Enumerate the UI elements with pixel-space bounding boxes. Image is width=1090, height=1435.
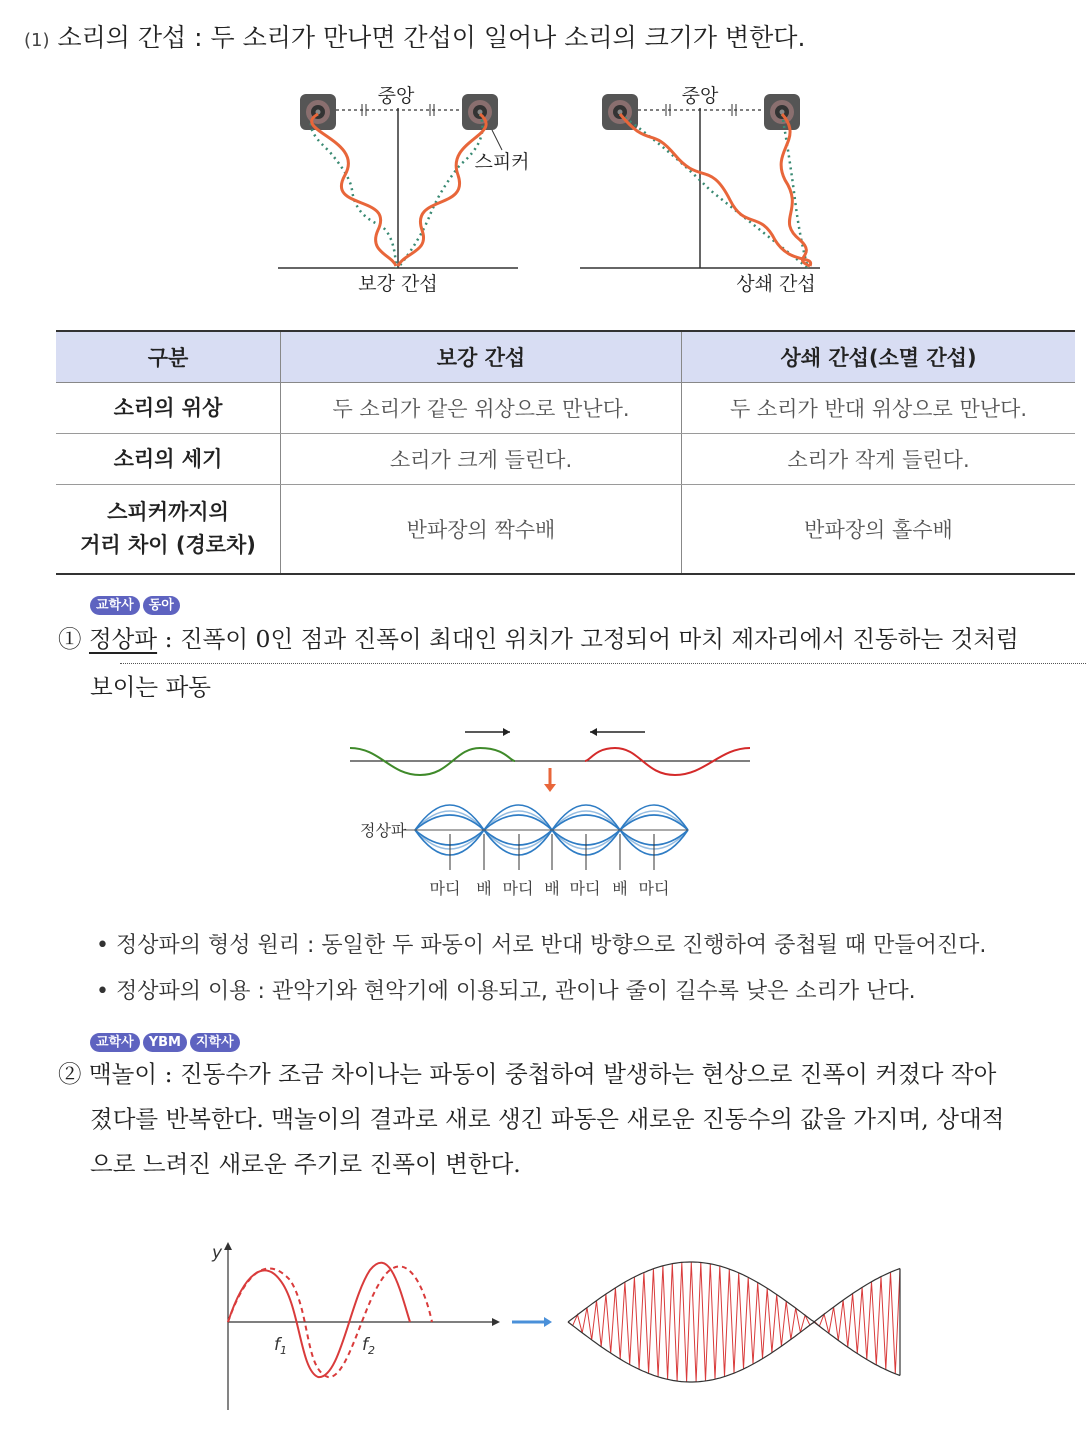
speaker-right2-icon [764,94,800,130]
beat-definition-line3: 으로 느려진 새로운 주기로 진폭이 변한다. [90,1150,521,1178]
row-label: 소리의 위상 [56,383,281,434]
node-label: 마디 [638,879,670,898]
destructive-caption: 상쇄 간섭 [736,273,816,295]
destructive-diagram [580,85,820,295]
publisher-tag: 교학사 [90,596,140,615]
separator: : [157,625,180,653]
heading-separator: : [186,23,211,52]
publisher-tags-1 [90,596,183,615]
table-header-row [56,331,1075,383]
row-label-line1: 스피커까지의 [107,500,229,525]
table-cell: 반파장의 홀수배 [682,485,1076,575]
table-cell: 두 소리가 반대 위상으로 만난다. [682,383,1076,434]
table-cell: 소리가 작게 들린다. [682,434,1076,485]
constructive-diagram [278,85,530,295]
heading-number: (1) [24,30,50,51]
heading-text: 두 소리가 만나면 간섭이 일어나 소리의 크기가 변한다. [210,23,806,52]
interference-table [56,330,1075,575]
f2-label: f [362,1335,368,1355]
center-label-left: 중앙 [377,85,415,107]
separator: : [157,1060,180,1088]
node-label: 마디 [569,879,601,898]
f1-label: f [274,1335,280,1355]
speaker-left-icon [300,94,336,130]
node-label: 마디 [429,879,461,898]
standing-wave-definition-line2: 보이는 파동 [90,673,211,701]
svg-text:f1 [274,1335,287,1357]
f1-subscript: 1 [280,1344,287,1357]
bullet-item: • 정상파의 형성 원리 : 동일한 두 파동이 서로 반대 방향으로 진행하여 중첩될 때 만들어진다. [96,933,987,958]
interference-figure [270,80,830,300]
publisher-tag: 지학사 [190,1033,240,1052]
svg-text:f2 [362,1335,375,1357]
f2-subscript: 2 [368,1344,375,1357]
beat-figure [200,1240,920,1420]
heading-term: 소리의 간섭 [57,23,187,52]
item-marker: ② [58,1060,82,1088]
standing-wave-term: 정상파 [88,625,158,653]
publisher-tag: 동아 [143,596,180,615]
constructive-caption: 보강 간섭 [358,273,438,295]
table-header: 상쇄 간섭(소멸 간섭) [682,331,1076,383]
row-label: 소리의 세기 [56,434,281,485]
beat-definition-line1 [58,1055,996,1089]
publisher-tag: 교학사 [90,1033,140,1052]
beat-envelope [568,1262,900,1382]
item-marker: ① [58,625,82,653]
beat-definition-line2: 졌다를 반복한다. 맥놀이의 결과로 새로 생긴 파동은 새로운 진동수의 값을 가지며, 상대적 [90,1105,1005,1133]
table-header: 보강 간섭 [281,331,682,383]
bullet-item: • 정상파의 이용 : 관악기와 현악기에 이용되고, 관이나 줄이 길수록 낮은 소리가 난다. [96,979,916,1004]
center-label-right: 중앙 [681,85,719,107]
publisher-tags-2 [90,1033,243,1052]
table-row [56,383,1075,434]
definition-text: 진동수가 조금 차이나는 파동이 중첩하여 발생하는 현상으로 진폭이 커졌다 작아 [179,1060,997,1088]
table-cell: 반파장의 짝수배 [281,485,682,575]
table-cell: 소리가 크게 들린다. [281,434,682,485]
row-label [56,485,281,575]
antinode-label: 배 [612,879,628,898]
y-axis-label: y [212,1243,223,1263]
definition-text: 진폭이 0인 점과 진폭이 최대인 위치가 고정되어 마치 제자리에서 진동하는 것처럼 [179,625,1019,653]
publisher-tag: YBM [143,1033,187,1052]
speaker-left2-icon [602,94,638,130]
antinode-label: 배 [476,879,492,898]
standing-wave-definition-line1 [58,620,1019,654]
dotted-rule [120,663,1086,664]
standing-wave-label: 정상파 [360,821,407,840]
section-heading [24,18,805,54]
table-cell: 두 소리가 같은 위상으로 만난다. [281,383,682,434]
standing-wave-figure [340,720,760,905]
table-header: 구분 [56,331,281,383]
table-row [56,485,1075,575]
node-label: 마디 [502,879,534,898]
speaker-label: 스피커 [474,151,530,173]
beat-term: 맥놀이 [88,1060,158,1088]
antinode-label: 배 [544,879,560,898]
arrow-right-icon [512,1317,552,1327]
speaker-right-icon [462,94,498,130]
table-row [56,434,1075,485]
row-label-line2: 거리 차이 (경로차) [80,533,256,557]
